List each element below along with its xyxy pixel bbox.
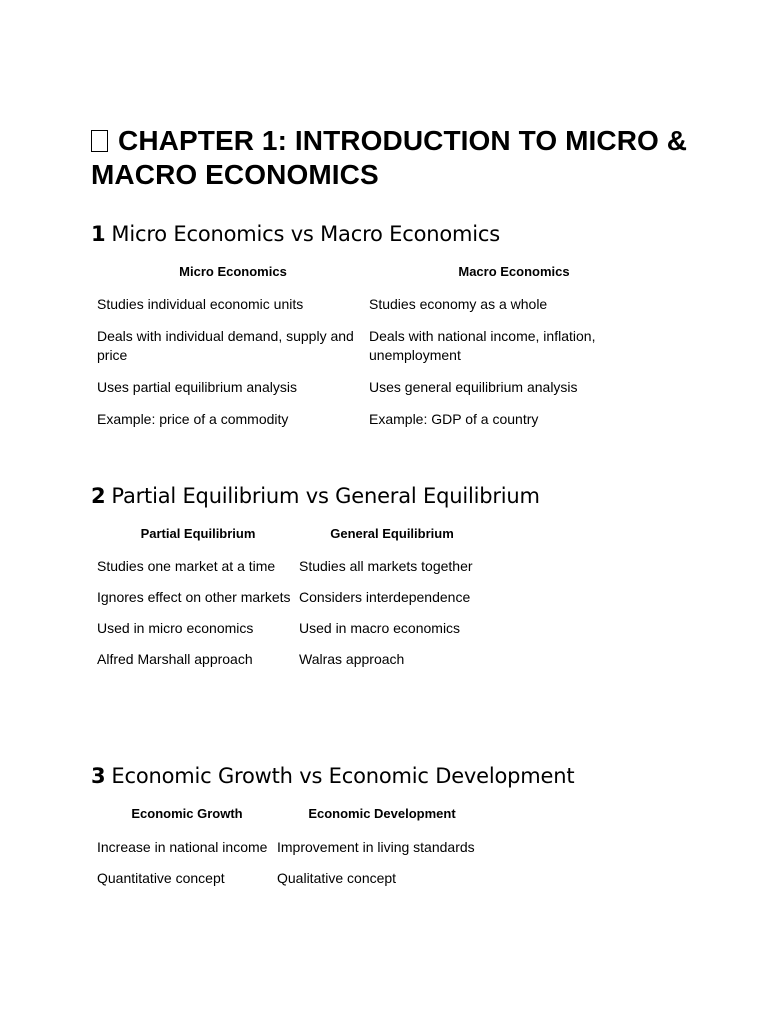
table-header-row bbox=[97, 804, 487, 838]
column-header: Partial Equilibrium bbox=[140, 526, 256, 541]
table-cell: Studies individual economic units bbox=[97, 296, 304, 312]
column-header: General Equilibrium bbox=[330, 526, 454, 541]
table-cell: Studies one market at a time bbox=[97, 558, 276, 574]
table-row bbox=[97, 327, 659, 378]
section-number: 3 bbox=[91, 764, 106, 788]
section-title: Economic Growth vs Economic Development bbox=[111, 764, 575, 788]
column-header: Economic Growth bbox=[131, 806, 243, 821]
table-cell: Studies all markets together bbox=[299, 558, 473, 574]
table-cell: Improvement in living standards bbox=[277, 839, 475, 855]
comparison-table-2 bbox=[97, 524, 485, 681]
chapter-title bbox=[91, 124, 711, 192]
table-row bbox=[97, 619, 485, 650]
table-cell: Example: GDP of a country bbox=[369, 411, 539, 427]
column-header: Micro Economics bbox=[179, 264, 287, 279]
table-cell: Considers interdependence bbox=[299, 589, 471, 605]
table-row bbox=[97, 588, 485, 619]
table-cell: Deals with individual demand, supply and price bbox=[97, 328, 354, 363]
section-title: Partial Equilibrium vs General Equilibrium bbox=[111, 484, 540, 508]
table-cell: Uses general equilibrium analysis bbox=[369, 379, 578, 395]
table-cell: Used in macro economics bbox=[299, 620, 461, 636]
section-number: 1 bbox=[91, 222, 106, 246]
table-cell: Ignores effect on other markets bbox=[97, 589, 291, 605]
table-cell: Used in micro economics bbox=[97, 620, 254, 636]
table-row bbox=[97, 869, 487, 900]
column-header: Economic Development bbox=[308, 806, 456, 821]
table-cell: Deals with national income, inflation, unemployment bbox=[369, 328, 596, 363]
table-row bbox=[97, 650, 485, 681]
table-row bbox=[97, 378, 659, 410]
table-cell: Studies economy as a whole bbox=[369, 296, 548, 312]
comparison-table-1 bbox=[97, 262, 659, 442]
table-cell: Alfred Marshall approach bbox=[97, 651, 253, 667]
table-row bbox=[97, 838, 487, 869]
table-cell: Walras approach bbox=[299, 651, 405, 667]
section-number: 2 bbox=[91, 484, 106, 508]
table-row bbox=[97, 557, 485, 588]
comparison-table-3 bbox=[97, 804, 487, 900]
table-cell: Increase in national income bbox=[97, 839, 268, 855]
table-header-row bbox=[97, 262, 659, 295]
table-header-row bbox=[97, 524, 485, 557]
section-title: Micro Economics vs Macro Economics bbox=[111, 222, 500, 246]
chapter-title-text: CHAPTER 1: INTRODUCTION TO MICRO & MACRO ECONOMICS bbox=[91, 125, 688, 190]
table-cell: Qualitative concept bbox=[277, 870, 397, 886]
table-cell: Uses partial equilibrium analysis bbox=[97, 379, 297, 395]
section-heading-2 bbox=[91, 482, 540, 510]
column-header: Macro Economics bbox=[458, 264, 570, 279]
table-row bbox=[97, 295, 659, 327]
missing-glyph-box-icon bbox=[91, 130, 108, 152]
table-cell: Quantitative concept bbox=[97, 870, 225, 886]
section-heading-1 bbox=[91, 220, 500, 248]
section-heading-3 bbox=[91, 762, 574, 790]
table-row bbox=[97, 410, 659, 442]
table-cell: Example: price of a commodity bbox=[97, 411, 289, 427]
